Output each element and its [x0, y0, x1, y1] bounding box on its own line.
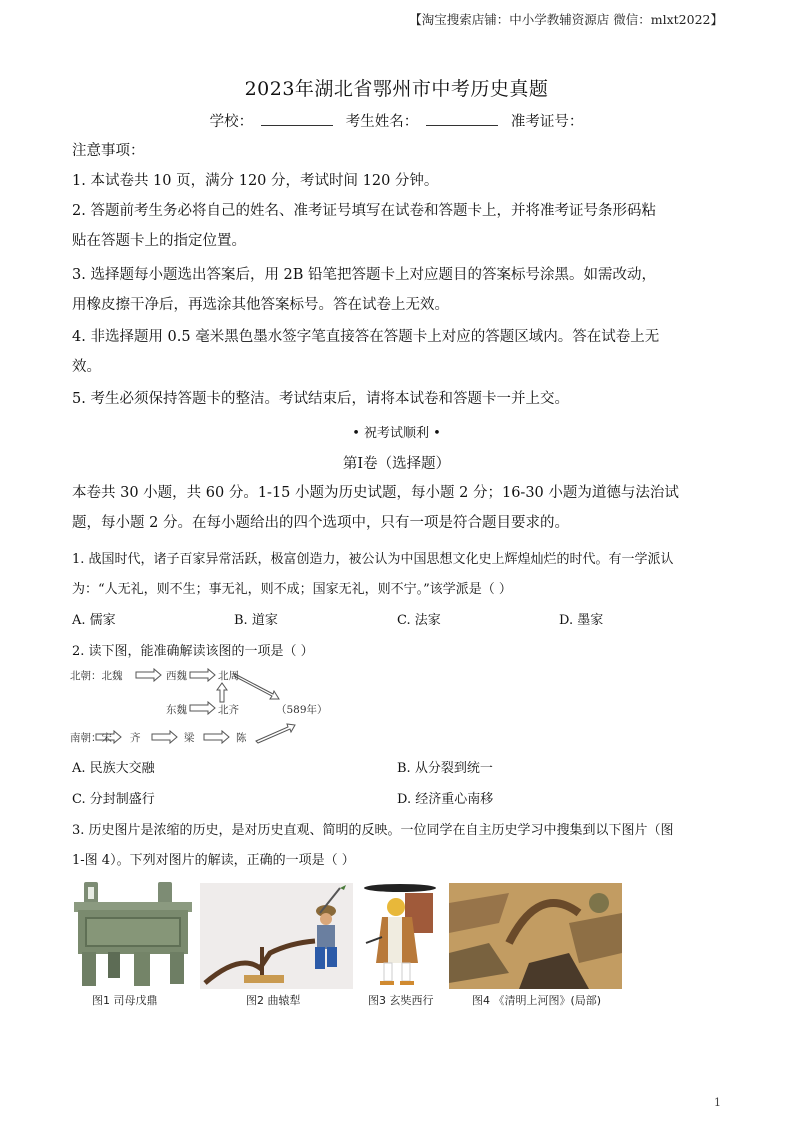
north-dynasty-label: 北朝：北魏 [70, 670, 123, 682]
note-line: 2. 答题前考生务必将自己的姓名、准考证号填写在试卷和答题卡上，并将准考证号条形码粘 [72, 203, 656, 219]
west-wei: 西魏 [166, 670, 187, 682]
unification-year: （589年） [276, 704, 328, 716]
east-wei: 东魏 [166, 704, 187, 716]
qi-dynasty: 齐 [130, 732, 141, 744]
dynasty-diagram [70, 662, 350, 752]
q2-option-a[interactable]: A. 民族大交融 [72, 761, 155, 776]
name-label: 考生姓名： [345, 114, 419, 130]
page-number: 1 [714, 1096, 721, 1109]
figure-1-caption: 图1 司母戊鼎 [92, 994, 158, 1007]
question-1-stem: 为：“人无礼，则不生；事无礼，则不成；国家无礼，则不宁。”该学派是（ ） [72, 582, 512, 597]
question-3-stem: 3. 历史图片是浓缩的历史，是对历史直观、简明的反映。一位同学在自主历史学习中搜集到以下图片（图 [72, 823, 674, 838]
figure-3-xuanzang-image [360, 883, 440, 989]
figure-4-qingming-scroll-image [449, 883, 622, 989]
q2-option-d[interactable]: D. 经济重心南移 [397, 792, 494, 807]
question-1-stem: 1. 战国时代，诸子百家异常活跃，极富创造力，被公认为中国思想文化史上辉煌灿烂的时代。有一学派认 [72, 552, 674, 567]
note-line: 贴在答题卡上的指定位置。 [72, 233, 246, 249]
note-line: 效。 [72, 359, 101, 375]
north-zhou: 北周 [218, 670, 239, 682]
q1-option-a[interactable]: A. 儒家 [72, 613, 116, 628]
figure-2-caption: 图2 曲辕犁 [246, 994, 301, 1007]
figure-3-caption: 图3 玄奘西行 [368, 994, 434, 1007]
student-info-line [0, 110, 793, 131]
q2-option-b[interactable]: B. 从分裂到统一 [397, 761, 493, 776]
section-intro-line: 题，每小题 2 分。在每小题给出的四个选项中，只有一项是符合题目要求的。 [72, 515, 569, 531]
north-qi: 北齐 [218, 704, 239, 716]
store-watermark: 【淘宝搜索店铺：中小学教辅资源店 微信：mlxt2022】 [409, 12, 723, 27]
note-line: 4. 非选择题用 0.5 毫米黑色墨水签字笔直接答在答题卡上对应的答题区域内。答在试卷上无 [72, 329, 660, 345]
name-blank [426, 111, 498, 126]
figure-1-simuwu-ding-image [72, 880, 194, 988]
page-title: 2023年湖北省鄂州市中考历史真题 [244, 78, 549, 100]
section-title: 第Ⅰ卷（选择题） [342, 456, 451, 472]
q1-option-d[interactable]: D. 墨家 [559, 613, 604, 628]
chen-dynasty: 陈 [236, 732, 247, 744]
notes-heading: 注意事项： [72, 143, 145, 159]
question-3-stem: 1-图 4）。下列对图片的解读，正确的一项是（ ） [72, 853, 355, 868]
note-line: 5. 考生必须保持答题卡的整洁。考试结束后，请将本试卷和答题卡一并上交。 [72, 391, 569, 407]
note-line: 用橡皮擦干净后，再选涂其他答案标号。答在试卷上无效。 [72, 297, 449, 313]
q1-option-c[interactable]: C. 法家 [397, 613, 441, 628]
note-line: 3. 选择题每小题选出答案后，用 2B 铅笔把答题卡上对应题目的答案标号涂黑。如需改动， [72, 267, 657, 283]
q1-option-b[interactable]: B. 道家 [234, 613, 278, 628]
section-intro-line: 本卷共 30 小题，共 60 分。1-15 小题为历史试题，每小题 2 分；16-30 小题为道德与法治试 [72, 485, 679, 501]
id-label: 准考证号： [510, 114, 584, 130]
good-luck-wish: • 祝考试顺利 • [352, 426, 441, 441]
south-dynasty-label: 南朝：宋 [70, 732, 112, 744]
question-2-stem: 2. 读下图，能准确解读该图的一项是（ ） [72, 644, 314, 659]
q2-option-c[interactable]: C. 分封制盛行 [72, 792, 155, 807]
note-line: 1. 本试卷共 10 页，满分 120 分，考试时间 120 分钟。 [72, 173, 439, 189]
figure-2-curved-plough-image [200, 883, 353, 989]
school-blank [261, 111, 333, 126]
figure-4-caption: 图4 《清明上河图》(局部) [472, 994, 602, 1007]
liang-dynasty: 梁 [184, 732, 195, 744]
school-label: 学校： [209, 114, 254, 130]
